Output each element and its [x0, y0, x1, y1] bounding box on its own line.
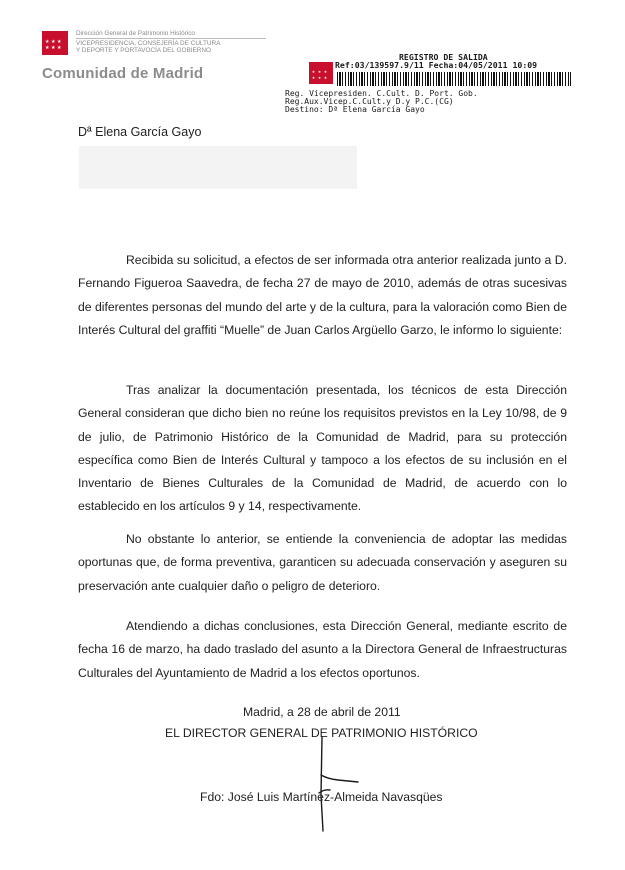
ministry-line-1: VICEPRESIDENCIA, CONSEJERÍA DE CULTURA [76, 40, 221, 48]
recipient-name: Dª Elena García Gayo [78, 125, 202, 139]
department-name: Dirección General de Patrimonio Histórico [76, 30, 266, 39]
stamp-reference: Ref:03/139597.9/11 Fecha:04/05/2011 10:09 [335, 60, 538, 70]
stamp-flag-logo: ★ ★ ★ ★ ★ ★ [309, 62, 333, 84]
body-paragraph-1: Recibida su solicitud, a efectos de ser informada otra anterior realizada junto a D. Fernando Figueroa Saavedra, de fecha 27 de mayo de 2010, además de otras sucesivas de diferentes personas del mundo del arte y de la cultura, para la valoración como Bien de Interés Cultural del graffiti “Muelle” de Juan Carlos Argüello Garzo, le informo lo siguiente: [78, 253, 567, 337]
signature-date: Madrid, a 28 de abril de 2011 [243, 705, 401, 719]
madrid-flag-logo: ★ ★ ★ ★ ★ ★ [42, 31, 68, 55]
department-block [76, 30, 266, 55]
redacted-address-block [79, 146, 357, 189]
stamp-title: REGISTRO DE SALIDA [399, 52, 488, 62]
ministry-line-2: Y DEPORTE Y PORTAVOCÍA DEL GOBIERNO [76, 47, 211, 55]
stamp-line-3: Destino: Dª Elena García Gayo [285, 105, 425, 114]
barcode [337, 72, 571, 86]
stamp-line-2: Reg.Aux.Vicep.C.Cult.y D.y P.C.(CG) [285, 97, 454, 106]
body-paragraph-3: No obstante lo anterior, se entiende la conveniencia de adoptar las medidas oportunas que, de forma preventiva, garanticen su adecuada conservación y aseguren su preservación ante cualquier daño o peligro de deterioro. [78, 532, 567, 593]
director-title: EL DIRECTOR GENERAL DE PATRIMONIO HISTÓRICO [165, 726, 478, 740]
body-paragraph-4: Atendiendo a dichas conclusiones, esta Dirección General, mediante escrito de fecha 16 de marzo, ha dado traslado del asunto a la Directora General de Infraestructuras Culturales del Ayuntamiento de Madrid a los efectos oportunos. [78, 619, 567, 680]
signer-name: Fdo: José Luis Martínez-Almeida Navasqües [200, 790, 443, 804]
body-paragraph-2: Tras analizar la documentación presentada, los técnicos de esta Dirección General consideran que dicho bien no reúne los requisitos previstos en la Ley 10/98, de 9 de julio, de Patrimonio Histórico de la Comunidad de Madrid, para su protección específica como Bien de Interés Cultural y tampoco a los efectos de su inclusión en el Inventario de Bienes Culturales de la Comunidad de Madrid, de acuerdo con lo establecido en los artículos 9 y 14, respectivamente. [78, 383, 567, 514]
handwritten-signature [300, 735, 360, 835]
brand-name: Comunidad de Madrid [42, 65, 204, 82]
stamp-line-1: Reg. Vicepresiden. C.Cult. D. Port. Gob. [285, 89, 478, 98]
